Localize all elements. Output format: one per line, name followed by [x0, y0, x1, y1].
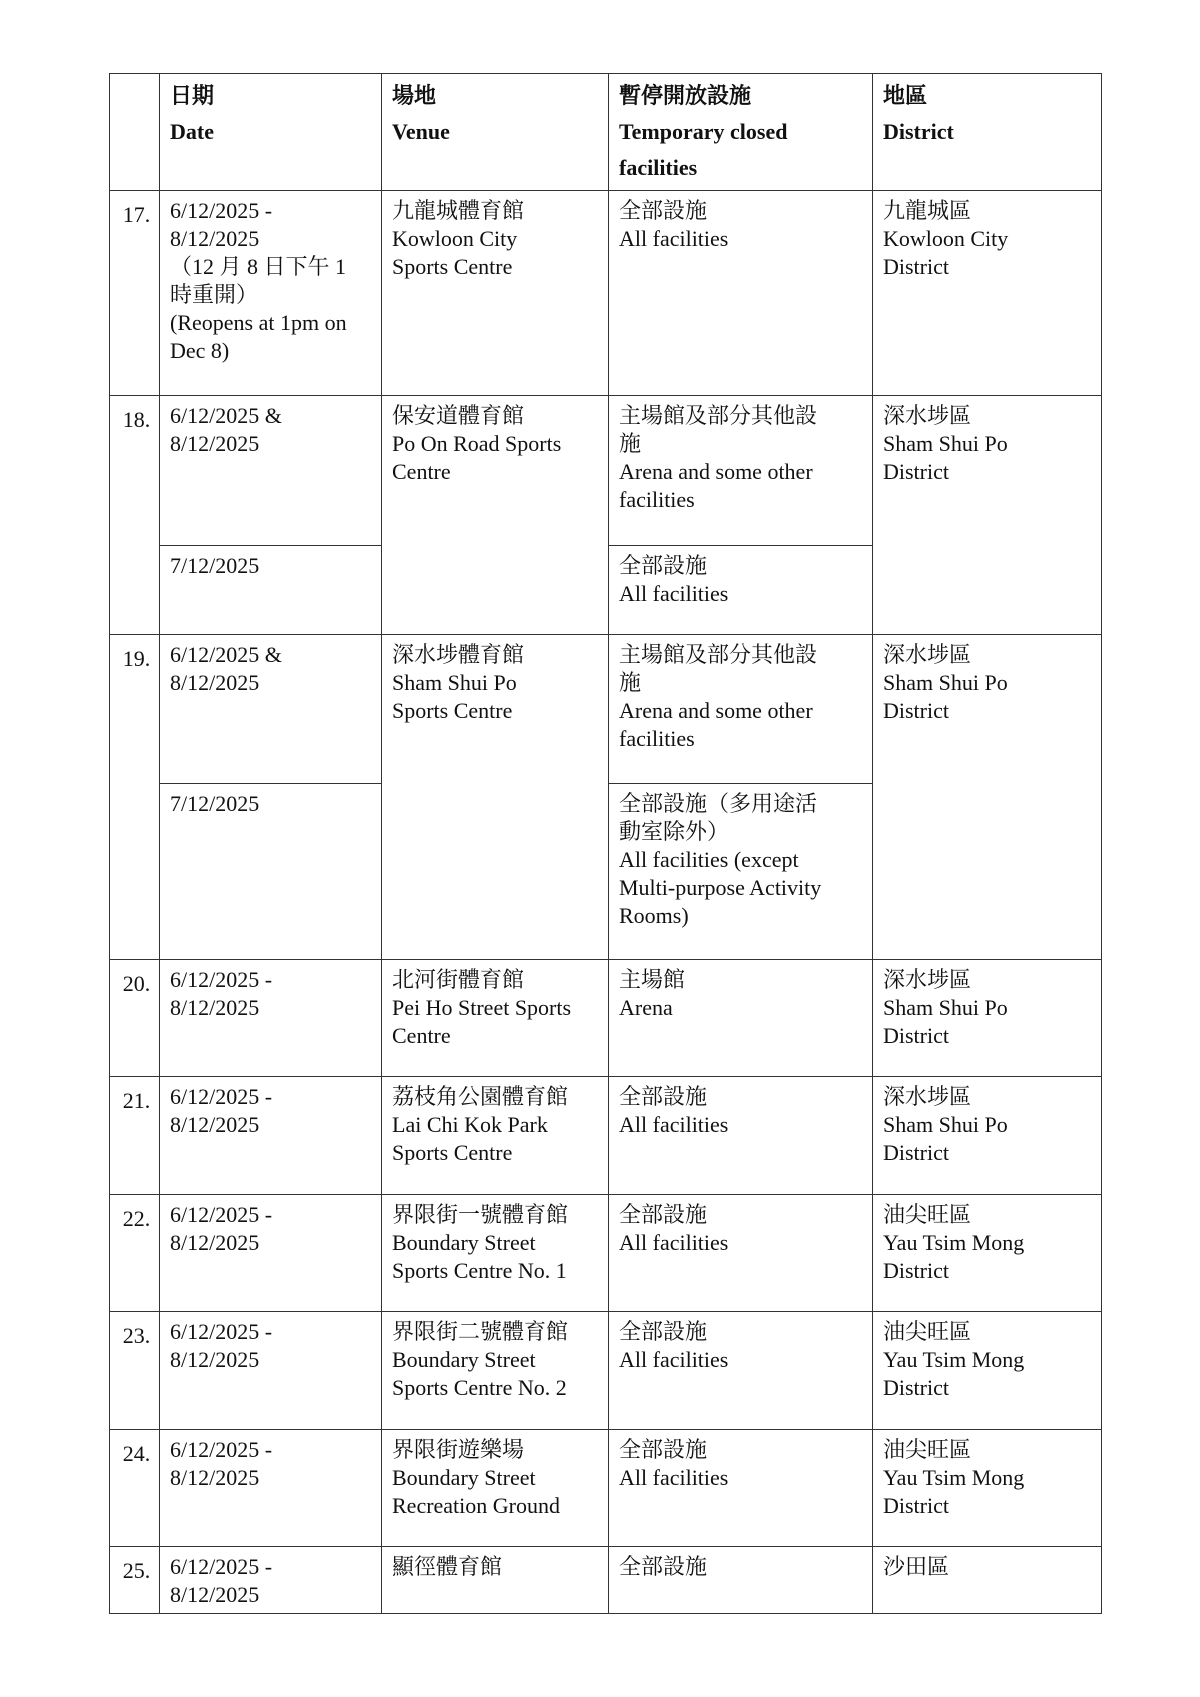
date-note: （12 月 8 日下午 1 [170, 254, 347, 279]
date-line: 7/12/2025 [170, 553, 260, 578]
date-cell [160, 191, 382, 396]
header-venue [382, 74, 609, 191]
header-facilities-zh: 暫停開放設施 [619, 83, 752, 108]
facilities-line: 全部設施 [619, 1437, 708, 1462]
header-district-en: District [883, 119, 954, 144]
district-line: District [883, 1258, 949, 1283]
district-line: 九龍城區 [883, 198, 972, 223]
row-number: 20. [110, 960, 160, 1077]
date-line: 6/12/2025 & [170, 403, 282, 428]
facilities-cell [609, 1195, 873, 1312]
row-number: 22. [110, 1195, 160, 1312]
date-note: (Reopens at 1pm on [170, 310, 347, 335]
facilities-line: 施 [619, 670, 642, 695]
venue-cell [382, 635, 609, 960]
venue-cell [382, 1430, 609, 1547]
date-line: 8/12/2025 [170, 1582, 260, 1607]
header-facilities [609, 74, 873, 191]
date-line: 6/12/2025 - [170, 1319, 273, 1344]
facilities-line: 動室除外） [619, 819, 730, 844]
date-cell [160, 1195, 382, 1312]
date-line: 8/12/2025 [170, 1230, 260, 1255]
district-line: Yau Tsim Mong [883, 1230, 1025, 1255]
venue-line: Po On Road Sports [392, 431, 562, 456]
date-line: 6/12/2025 - [170, 1084, 273, 1109]
venue-line: Pei Ho Street Sports [392, 995, 572, 1020]
facilities-line: 主場館及部分其他設 [619, 642, 818, 667]
facilities-line: 全部設施（多用途活 [619, 791, 818, 816]
venue-line: 界限街二號體育館 [392, 1319, 569, 1344]
date-line: 8/12/2025 [170, 431, 260, 456]
date-line: 6/12/2025 - [170, 1554, 273, 1579]
facilities-line: All facilities (except [619, 847, 799, 872]
venue-line: Sports Centre No. 1 [392, 1258, 567, 1283]
district-line: 油尖旺區 [883, 1202, 972, 1227]
facilities-cell [609, 1547, 873, 1614]
date-cell [160, 784, 382, 960]
venue-cell [382, 1312, 609, 1430]
facilities-line: All facilities [619, 1347, 729, 1372]
facilities-line: All facilities [619, 226, 729, 251]
row-number: 19. [110, 635, 160, 960]
date-line: 6/12/2025 - [170, 198, 273, 223]
district-line: Sham Shui Po [883, 995, 1008, 1020]
header-district-zh: 地區 [883, 83, 928, 108]
header-date-zh: 日期 [170, 83, 215, 108]
facilities-line: 施 [619, 431, 642, 456]
facilities-line: facilities [619, 726, 695, 751]
header-venue-zh: 場地 [392, 83, 437, 108]
venue-cell [382, 1547, 609, 1614]
header-date [160, 74, 382, 191]
district-cell [873, 1312, 1102, 1430]
venue-line: 界限街遊樂場 [392, 1437, 525, 1462]
venue-line: Kowloon City [392, 226, 518, 251]
facilities-cell [609, 396, 873, 546]
district-line: Sham Shui Po [883, 1112, 1008, 1137]
facilities-line: 全部設施 [619, 1319, 708, 1344]
district-line: District [883, 459, 949, 484]
table-row [110, 960, 1102, 1077]
district-line: Yau Tsim Mong [883, 1465, 1025, 1490]
district-cell [873, 1195, 1102, 1312]
facilities-line: Arena and some other [619, 698, 813, 723]
facilities-line: 全部設施 [619, 1084, 708, 1109]
venue-line: Centre [392, 459, 451, 484]
facilities-line: Arena [619, 995, 673, 1020]
date-line: 8/12/2025 [170, 670, 260, 695]
date-line: 8/12/2025 [170, 226, 260, 251]
date-line: 6/12/2025 - [170, 1202, 273, 1227]
facilities-cell [609, 960, 873, 1077]
district-line: District [883, 1023, 949, 1048]
facilities-line: 主場館 [619, 967, 686, 992]
date-cell [160, 546, 382, 635]
venue-line: Boundary Street [392, 1347, 536, 1372]
date-cell [160, 1312, 382, 1430]
row-number: 25. [110, 1547, 160, 1614]
date-line: 8/12/2025 [170, 995, 260, 1020]
district-line: Yau Tsim Mong [883, 1347, 1025, 1372]
district-line: 油尖旺區 [883, 1319, 972, 1344]
facilities-line: All facilities [619, 1465, 729, 1490]
table-row [110, 191, 1102, 396]
venue-line: Centre [392, 1023, 451, 1048]
table-row [110, 1195, 1102, 1312]
district-cell [873, 1077, 1102, 1195]
date-line: 7/12/2025 [170, 791, 260, 816]
district-line: District [883, 254, 949, 279]
date-line: 8/12/2025 [170, 1347, 260, 1372]
header-date-en: Date [170, 119, 214, 144]
facilities-line: 全部設施 [619, 553, 708, 578]
facilities-line: Multi-purpose Activity [619, 875, 822, 900]
header-facilities-en-2: facilities [619, 155, 698, 180]
facilities-line: facilities [619, 487, 695, 512]
facilities-line: 全部設施 [619, 1554, 708, 1579]
date-cell [160, 635, 382, 784]
district-line: 深水埗區 [883, 642, 972, 667]
row-number: 17. [110, 191, 160, 396]
venue-cell [382, 396, 609, 635]
venue-line: 北河街體育館 [392, 967, 525, 992]
date-line: 8/12/2025 [170, 1112, 260, 1137]
district-cell [873, 191, 1102, 396]
facilities-line: Rooms) [619, 903, 689, 928]
venue-line: Lai Chi Kok Park [392, 1112, 548, 1137]
venue-cell [382, 1195, 609, 1312]
district-line: 油尖旺區 [883, 1437, 972, 1462]
venue-line: Sports Centre [392, 254, 513, 279]
district-line: District [883, 1493, 949, 1518]
venue-line: Sports Centre [392, 698, 513, 723]
row-number: 18. [110, 396, 160, 635]
closure-table [109, 73, 1102, 1614]
venue-line: 深水埗體育館 [392, 642, 525, 667]
venue-line: Sports Centre [392, 1140, 513, 1165]
facilities-cell [609, 191, 873, 396]
table-header-row [110, 74, 1102, 191]
district-cell [873, 1430, 1102, 1547]
facilities-line: 全部設施 [619, 1202, 708, 1227]
venue-line: Recreation Ground [392, 1493, 560, 1518]
venue-line: 界限街一號體育館 [392, 1202, 569, 1227]
venue-line: Boundary Street [392, 1465, 536, 1490]
facilities-line: Arena and some other [619, 459, 813, 484]
header-district [873, 74, 1102, 191]
date-cell [160, 960, 382, 1077]
district-cell [873, 635, 1102, 960]
date-note: Dec 8) [170, 338, 230, 363]
date-line: 6/12/2025 - [170, 967, 273, 992]
district-line: Sham Shui Po [883, 670, 1008, 695]
header-number [110, 74, 160, 191]
district-line: 深水埗區 [883, 1084, 972, 1109]
table-row [110, 1430, 1102, 1547]
district-line: 深水埗區 [883, 403, 972, 428]
facilities-line: All facilities [619, 581, 729, 606]
venue-line: Sham Shui Po [392, 670, 517, 695]
venue-line: 九龍城體育館 [392, 198, 525, 223]
row-number: 21. [110, 1077, 160, 1195]
date-line: 8/12/2025 [170, 1465, 260, 1490]
venue-line: Boundary Street [392, 1230, 536, 1255]
table-row [110, 1547, 1102, 1614]
district-cell [873, 960, 1102, 1077]
date-cell [160, 1430, 382, 1547]
facilities-line: 全部設施 [619, 198, 708, 223]
venue-cell [382, 960, 609, 1077]
date-note: 時重開） [170, 282, 259, 307]
venue-cell [382, 1077, 609, 1195]
date-cell [160, 1077, 382, 1195]
district-line: Sham Shui Po [883, 431, 1008, 456]
facilities-cell [609, 546, 873, 635]
date-cell [160, 396, 382, 546]
facilities-line: 主場館及部分其他設 [619, 403, 818, 428]
district-line: District [883, 1140, 949, 1165]
venue-line: 顯徑體育館 [392, 1554, 503, 1579]
district-line: 深水埗區 [883, 967, 972, 992]
venue-line: 保安道體育館 [392, 403, 525, 428]
district-cell [873, 1547, 1102, 1614]
venue-cell [382, 191, 609, 396]
row-number: 24. [110, 1430, 160, 1547]
header-venue-en: Venue [392, 119, 450, 144]
district-cell [873, 396, 1102, 635]
facilities-cell [609, 784, 873, 960]
table-row [110, 1312, 1102, 1430]
district-line: District [883, 1375, 949, 1400]
facilities-cell [609, 1077, 873, 1195]
venue-line: Sports Centre No. 2 [392, 1375, 567, 1400]
date-cell [160, 1547, 382, 1614]
row-number: 23. [110, 1312, 160, 1430]
table-row [110, 635, 1102, 784]
header-facilities-en: Temporary closed [619, 119, 788, 144]
venue-line: 荔枝角公園體育館 [392, 1084, 569, 1109]
date-line: 6/12/2025 - [170, 1437, 273, 1462]
date-line: 6/12/2025 & [170, 642, 282, 667]
table-row [110, 396, 1102, 546]
district-line: Kowloon City [883, 226, 1009, 251]
facilities-line: All facilities [619, 1112, 729, 1137]
table-row [110, 1077, 1102, 1195]
district-line: District [883, 698, 949, 723]
facilities-cell [609, 1430, 873, 1547]
facilities-cell [609, 635, 873, 784]
facilities-cell [609, 1312, 873, 1430]
facilities-line: All facilities [619, 1230, 729, 1255]
district-line: 沙田區 [883, 1554, 950, 1579]
